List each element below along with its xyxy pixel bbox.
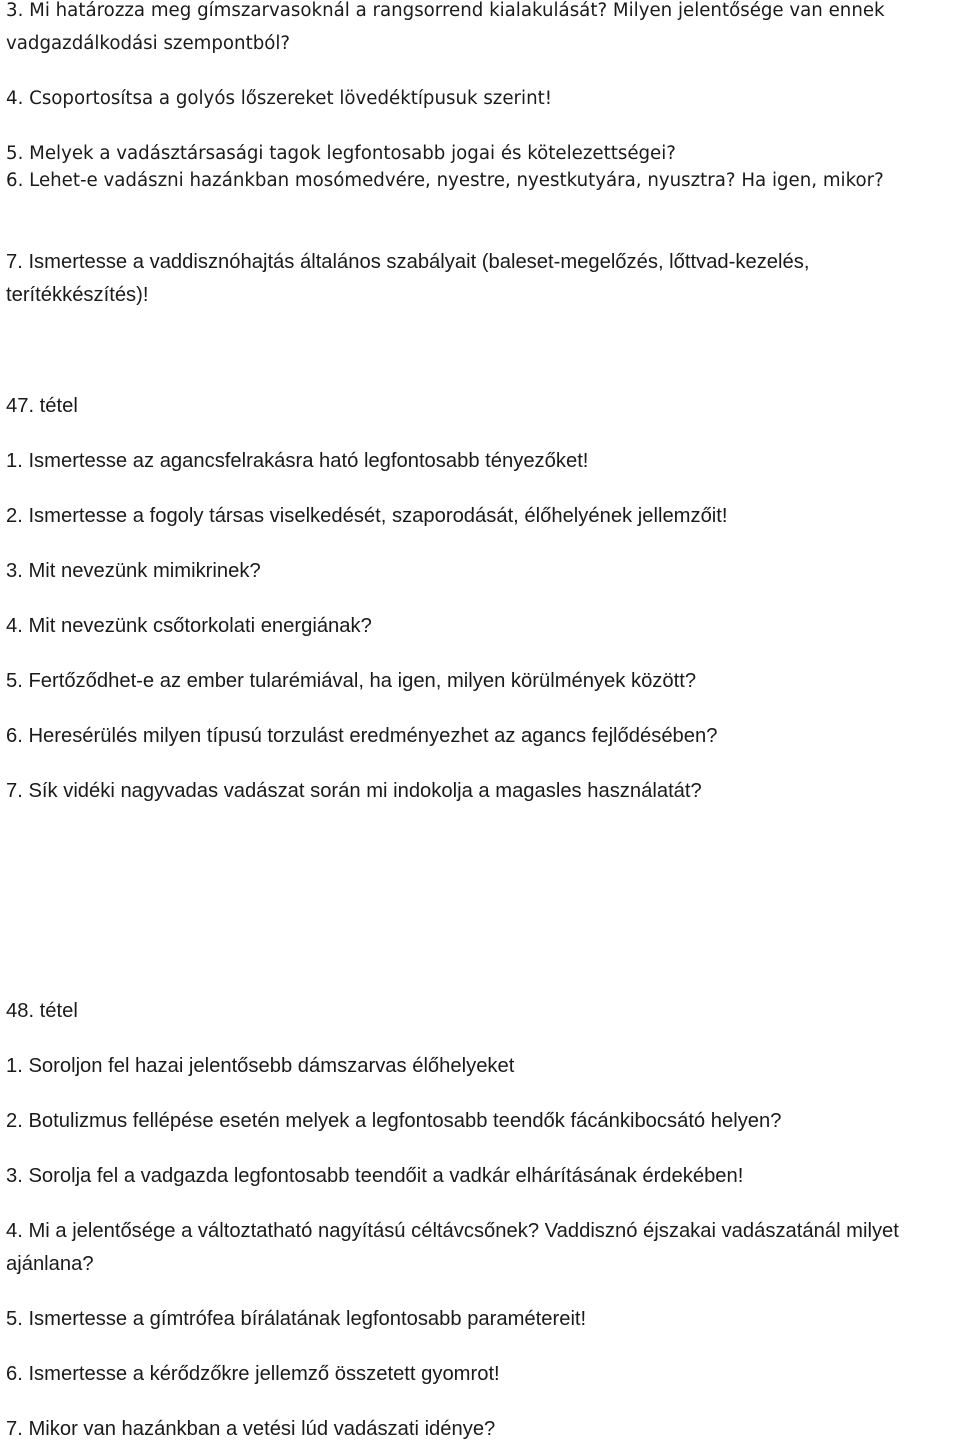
tetel-48-question-2: 2. Botulizmus fellépése esetén melyek a legfontosabb teendők fácánkibocsátó helyen? xyxy=(6,1110,782,1132)
tetel-47-question-4: 4. Mit nevezünk csőtorkolati energiának? xyxy=(6,615,372,637)
tetel-47-question-3: 3. Mit nevezünk mimikrinek? xyxy=(6,560,261,582)
question-5-top: 5. Melyek a vadásztársasági tagok legfontosabb jogai és kötelezettségei? xyxy=(6,143,676,164)
tetel-48-question-6: 6. Ismertesse a kérődzőkre jellemző összetett gyomrot! xyxy=(6,1363,500,1385)
tetel-47-question-5: 5. Fertőződhet-e az ember tularémiával, ha igen, milyen körülmények között? xyxy=(6,670,697,692)
tetel-47-question-2: 2. Ismertesse a fogoly társas viselkedését, szaporodását, élőhelyének jellemzőit! xyxy=(6,505,728,527)
tetel-48-question-1: 1. Soroljon fel hazai jelentősebb dámszarvas élőhelyeket xyxy=(6,1055,515,1077)
tetel-48-question-3: 3. Sorolja fel a vadgazda legfontosabb teendőit a vadkár elhárításának érdekében! xyxy=(6,1165,744,1187)
tetel-48-question-7: 7. Mikor van hazánkban a vetési lúd vadászati idénye? xyxy=(6,1418,496,1440)
question-3-top: 3. Mi határozza meg gímszarvasoknál a rangsorrend kialakulását? Milyen jelentősége van ennek vadgazdálkodási szempontból? xyxy=(6,0,885,54)
tetel-48-question-5: 5. Ismertesse a gímtrófea bírálatának legfontosabb paramétereit! xyxy=(6,1308,587,1330)
tetel-48-question-4: 4. Mi a jelentősége a változtatható nagyítású céltávcsőnek? Vaddisznó éjszakai vadászatánál milyet ajánlana? xyxy=(6,1220,899,1275)
tetel-47-question-6: 6. Heresérülés milyen típusú torzulást eredményezhet az agancs fejlődésében? xyxy=(6,725,718,747)
question-4-top: 4. Csoportosítsa a golyós lőszereket lövedéktípusuk szerint! xyxy=(6,88,553,109)
tetel-48-heading: 48. tétel xyxy=(6,1000,78,1022)
tetel-47-heading: 47. tétel xyxy=(6,395,78,417)
question-6-top: 6. Lehet-e vadászni hazánkban mosómedvére, nyestre, nyestkutyára, nyusztra? Ha igen, mikor? xyxy=(6,170,884,191)
tetel-47-question-1: 1. Ismertesse az agancsfelrakásra ható legfontosabb tényezőket! xyxy=(6,450,589,472)
tetel-47-question-7: 7. Sík vidéki nagyvadas vadászat során mi indokolja a magasles használatát? xyxy=(6,780,702,802)
question-7-top: 7. Ismertesse a vaddisznóhajtás általános szabályait (baleset-megelőzés, lőttvad-kezelés, terítékkészítés)! xyxy=(6,251,810,306)
